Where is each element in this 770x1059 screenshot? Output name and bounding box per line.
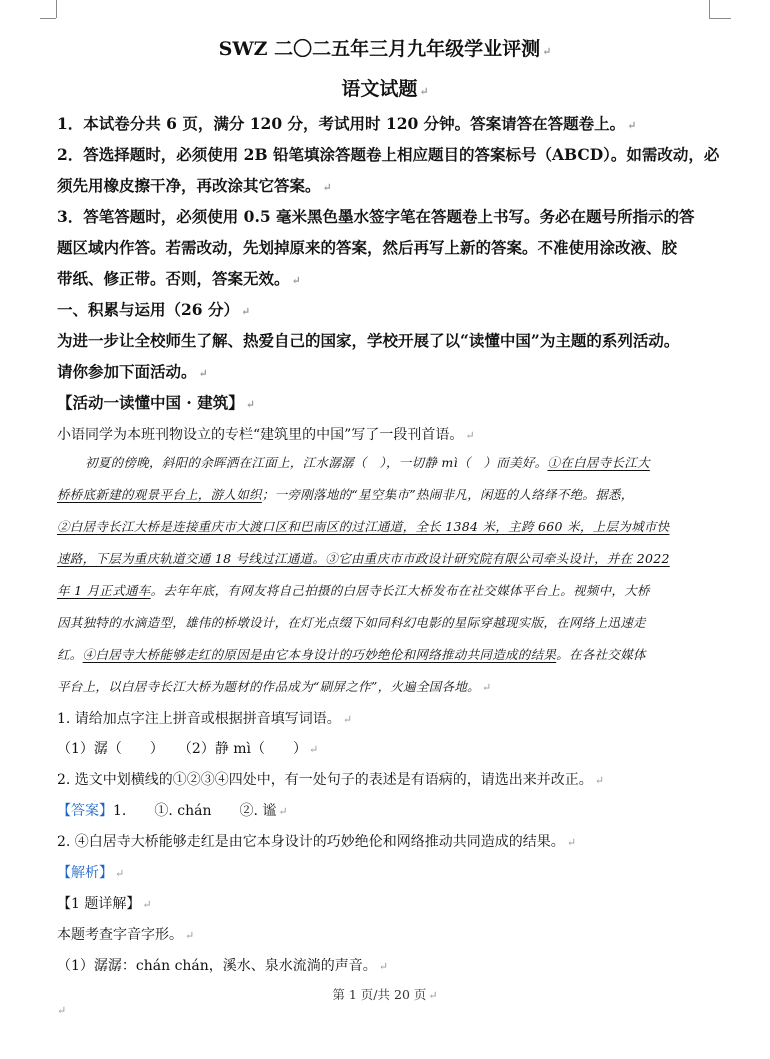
crop-mark-top-right [709, 18, 731, 19]
passage-line: ②白居寺长江大桥是连接重庆市大渡口区和巴南区的过江通道，全长 1384 米，主跨 660 米，上层为城市快 [57, 519, 670, 534]
section-intro: 为进一步让全校师生了解、热爱自己的国家，学校开展了以“读懂中国”为主题的系列活动。 [57, 331, 680, 350]
answer-line: 2. ④白居寺大桥能够走红是由它本身设计的巧妙绝伦和网络推动共同造成的结果。 ↵ [57, 834, 577, 850]
exam-subtitle: 语文试题 ↵ [341, 78, 429, 100]
analysis-label: 【解析】 ↵ [57, 865, 125, 881]
crop-mark-top-left [56, 0, 57, 18]
activity-heading: 【活动一读懂中国 · 建筑】 ↵ [57, 393, 255, 412]
instruction-line: 3．答笔答题时，必须使用 0.5 毫米黑色墨水签字笔在答题卷上书写。务必在题号所指示的答 [57, 207, 695, 226]
passage-line: 初夏的傍晚，斜阳的余晖洒在江面上，江水潺潺（ ），一切静 mì（ ）而美好。①在白居寺长江大 [85, 455, 650, 470]
crop-mark-top-left [40, 18, 56, 19]
section-heading: 一、积累与运用（26 分） ↵ [57, 300, 251, 319]
analysis-text: 本题考查字音字形。 ↵ [57, 927, 195, 943]
section-intro: 请你参加下面活动。 ↵ [57, 362, 208, 381]
passage-line: 因其独特的水滴造型，雄伟的桥墩设计，在灯光点缀下如同科幻电影的星际穿越现实版，在网络上迅速走 [57, 615, 646, 630]
instruction-line: 带纸、修正带。否则，答案无效。 ↵ [57, 269, 301, 288]
exam-title: SWZ 二〇二五年三月九年级学业评测 ↵ [218, 38, 552, 60]
instruction-line: 2．答选择题时，必须使用 2B 铅笔填涂答题卷上相应题目的答案标号（ABCD）。如需改动，必 [57, 145, 720, 164]
question-1-items: （1）潺（ ） （2）静 mì（ ） ↵ [57, 741, 319, 757]
question-1: 1. 请给加点字注上拼音或根据拼音填写词语。 ↵ [57, 711, 353, 727]
paragraph-mark: ↵ [57, 1004, 67, 1017]
activity-lead: 小语同学为本班刊物设立的专栏“建筑里的中国”写了一段刊首语。 ↵ [57, 427, 475, 443]
question-2: 2. 选文中划横线的①②③④四处中，有一处句子的表述是有语病的，请选出来并改正。 ↵ [57, 772, 605, 788]
passage-line: 红。④白居寺大桥能够走红的原因是由它本身设计的巧妙绝伦和网络推动共同造成的结果。在各社交媒体 [57, 647, 646, 662]
analysis-text: （1）潺潺：chán chán，溪水、泉水流淌的声音。 ↵ [57, 958, 389, 974]
instruction-line: 须先用橡皮擦干净，再改涂其它答案。 ↵ [57, 176, 332, 195]
instruction-line: 1．本试卷分共 6 页，满分 120 分，考试用时 120 分钟。答案请答在答题卷上。 ↵ [57, 114, 637, 133]
passage-line: 年 1 月正式通车。去年年底，有网友将自己拍摄的白居寺长江大桥发布在社交媒体平台上。视频中，大桥 [57, 583, 650, 598]
answer-label: 【答案】 [57, 803, 113, 819]
crop-mark-top-right [709, 0, 710, 18]
page-footer: 第 1 页/共 20 页 ↵ [332, 987, 438, 1002]
passage-line: 桥桥底新建的观景平台上，游人如织；一旁刚落地的“星空集市”热闹非凡，闲逛的人络绎不绝。据悉， [57, 487, 634, 502]
analysis-subheading: 【1 题详解】 ↵ [57, 896, 152, 912]
answer-line: 【答案】1. ①. chán ②. 谧 ↵ [57, 803, 288, 819]
passage-line: 平台上，以白居寺长江大桥为题材的作品成为“刷屏之作”，火遍全国各地。 ↵ [57, 679, 492, 694]
instruction-line: 题区域内作答。若需改动，先划掉原来的答案，然后再写上新的答案。不准使用涂改液、胶 [57, 238, 678, 257]
passage-line: 速路，下层为重庆轨道交通 18 号线过江通道。③它由重庆市市政设计研究院有限公司牵头设计，并在 2022 [57, 551, 670, 566]
